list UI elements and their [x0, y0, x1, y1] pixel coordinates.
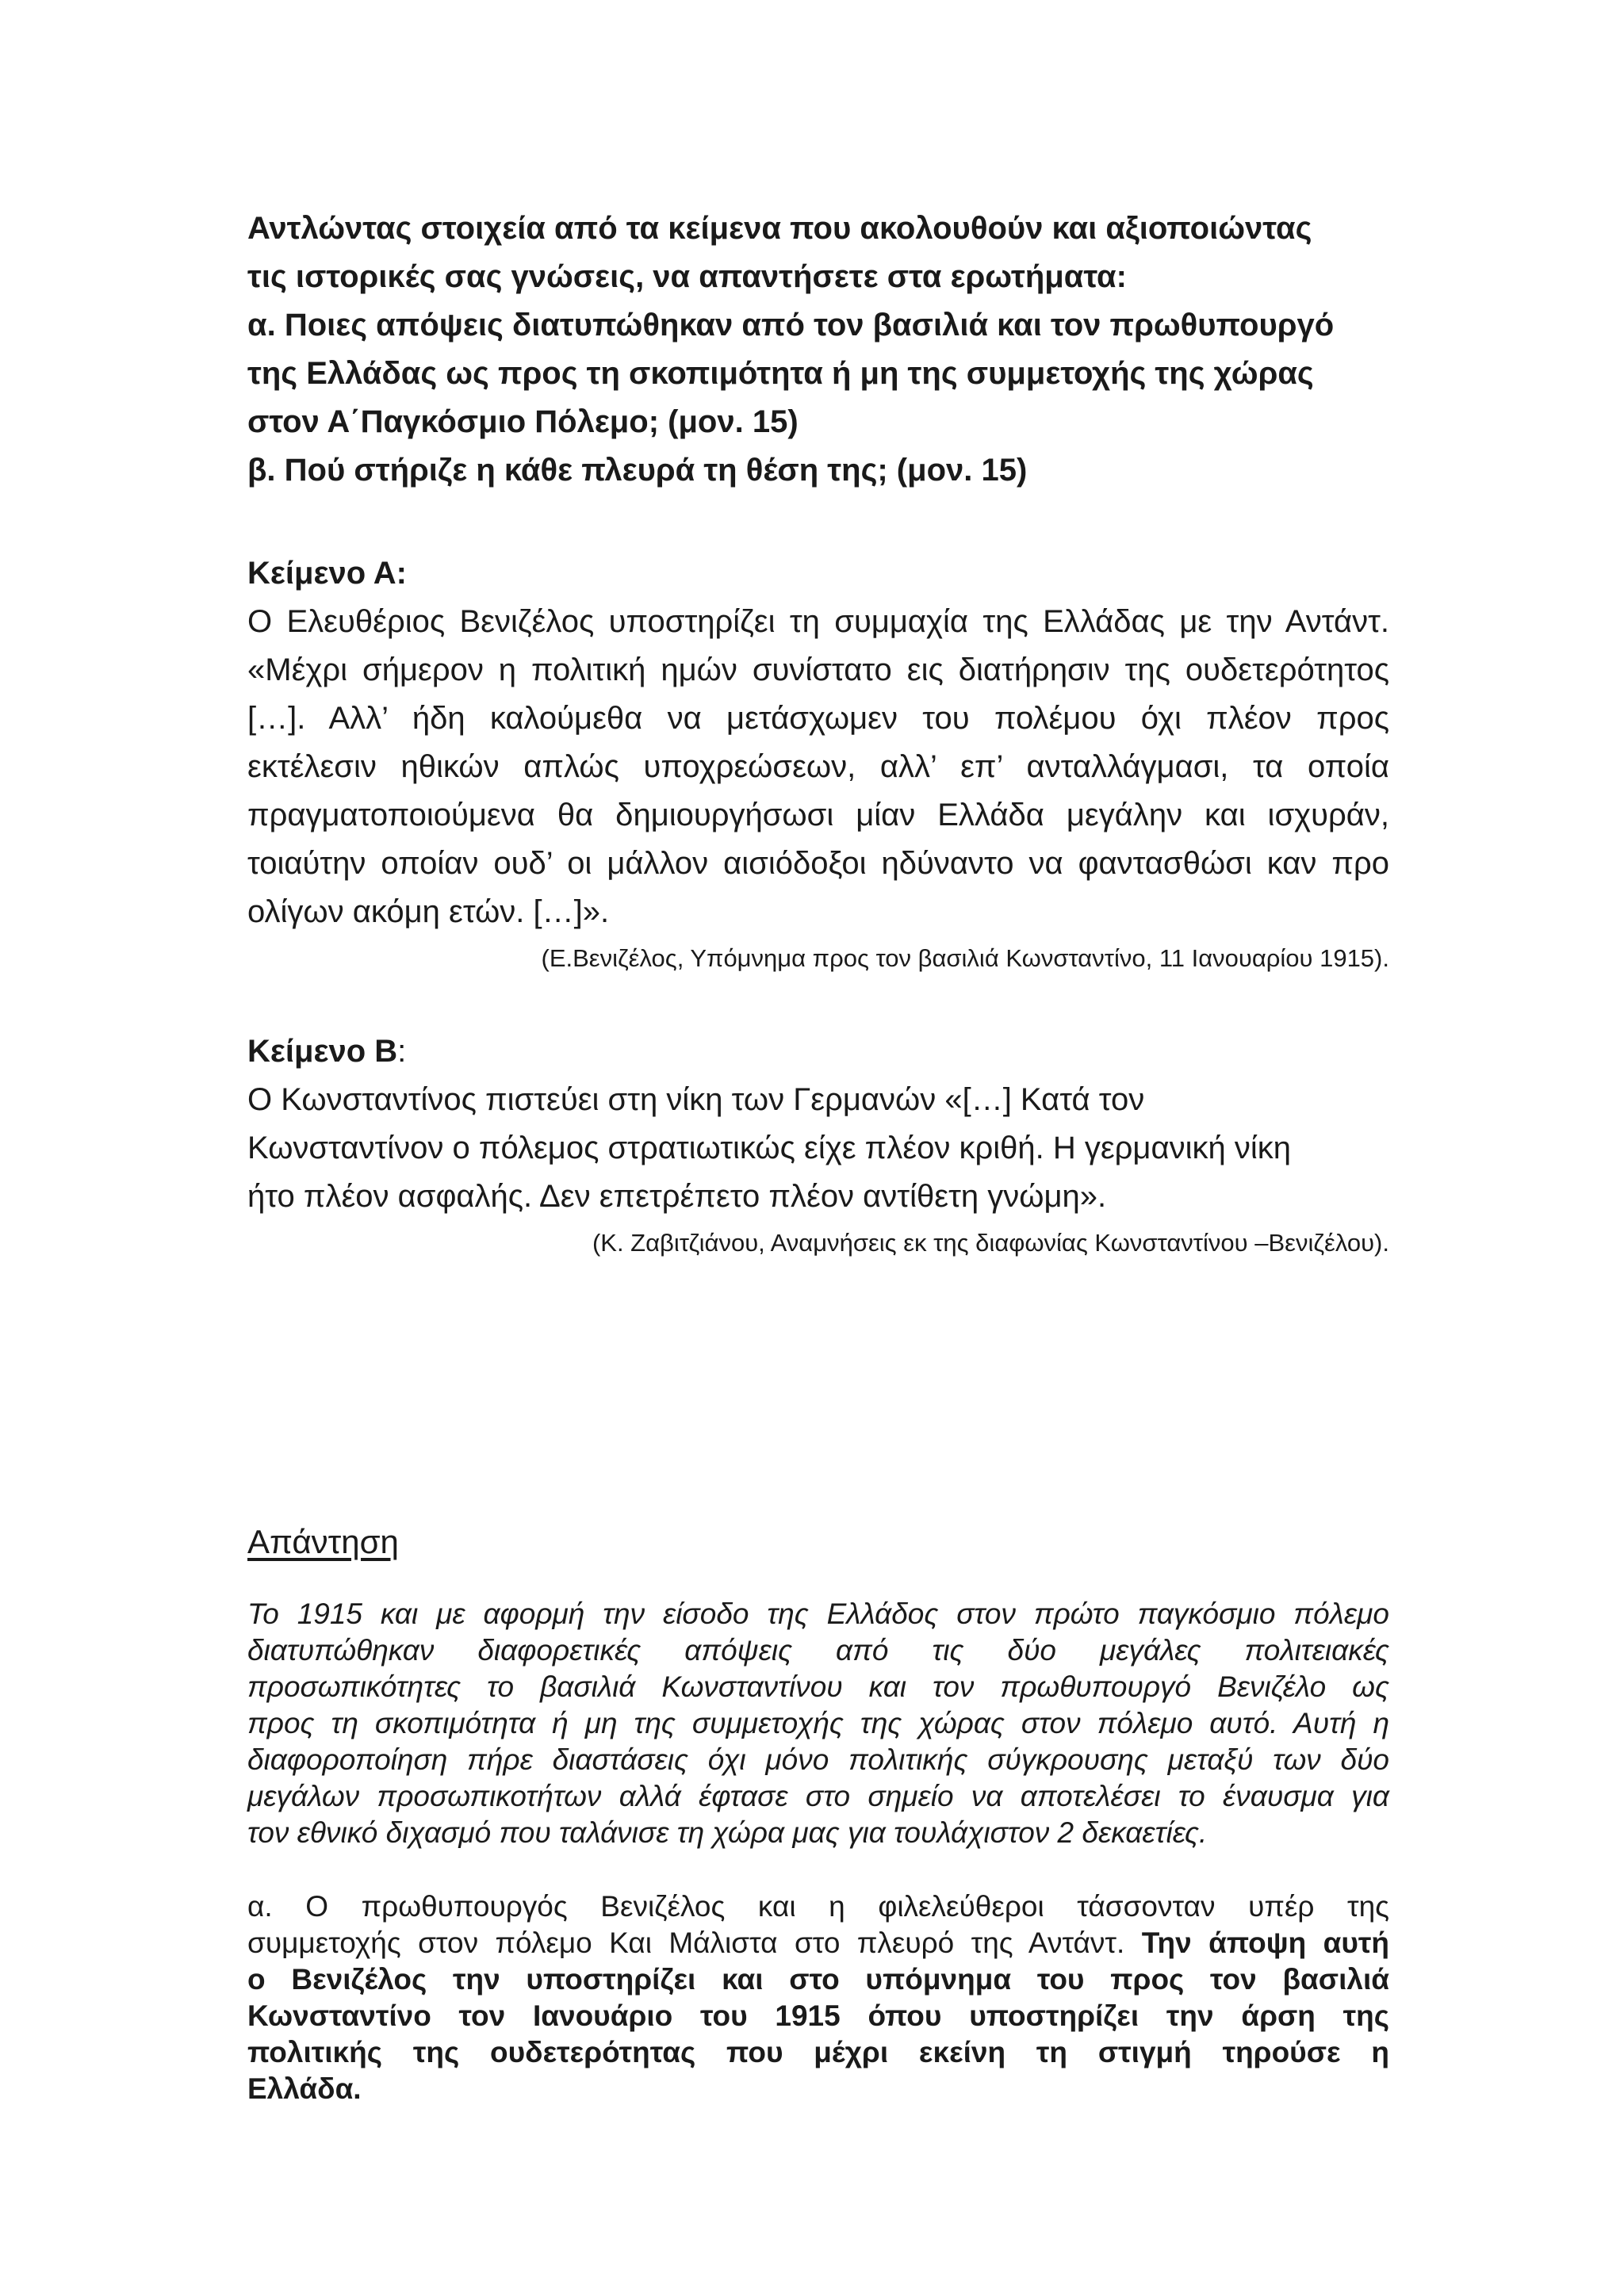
answer-part-a: [247, 1888, 1389, 2107]
answer-a-line: Κωνσταντίνο τον Ιανουάριο του 1915 όπου υποστηρίζει την άρση της: [247, 1999, 1389, 2032]
answer-intro-line: διατυπώθηκαν διαφορετικές απόψεις από τις δύο μεγάλες πολιτειακές: [247, 1634, 1389, 1667]
instruction-line: τις ιστορικές σας γνώσεις, να απαντήσετε στα ερωτήματα:: [247, 259, 1127, 294]
answer-a-line: συμμετοχής στον πόλεμο Και Μάλιστα στο πλευρό της Αντάντ. Την άποψη αυτή: [247, 1927, 1389, 1959]
source-a-line: τοιαύτην οποίαν ουδ’ οι μάλλον αισιόδοξοι ηδύναντο να φαντασθώσι καν προ: [247, 846, 1389, 881]
source-text-b: [247, 1027, 1389, 1261]
source-a-body: [247, 598, 1389, 936]
answer-intro-line: Το 1915 και με αφορμή την είσοδο της Ελλάδος στον πρώτο παγκόσμιο πόλεμο: [247, 1598, 1389, 1630]
answer-a-line: α. Ο πρωθυπουργός Βενιζέλος και η φιλελεύθεροι τάσσονταν υπέρ της: [247, 1890, 1389, 1923]
source-b-line: Ο Κωνσταντίνος πιστεύει στη νίκη των Γερμανών «[…] Κατά τον: [247, 1082, 1145, 1117]
source-a-line: «Μέχρι σήμερον η πολιτική ημών συνίστατο εις διατήρησιν της ουδετερότητος: [247, 652, 1389, 687]
answer-a-line: ο Βενιζέλος την υποστηρίζει και στο υπόμνημα του προς τον βασιλιά: [247, 1963, 1389, 1996]
question-a: στον Α΄Παγκόσμιο Πόλεμο; (μον. 15): [247, 404, 799, 439]
source-b-citation: (Κ. Ζαβιτζιάνου, Αναμνήσεις εκ της διαφωνίας Κωνσταντίνου –Βενιζέλου).: [592, 1229, 1389, 1257]
source-b-heading: Κείμενο Β:: [247, 1034, 407, 1069]
source-text-a: [247, 549, 1389, 976]
answer-a-line: Ελλάδα.: [247, 2072, 362, 2105]
answer-intro-line: προς τη σκοπιμότητα ή μη της συμμετοχής της χώρας στον πόλεμο αυτό. Αυτή η: [247, 1707, 1389, 1739]
source-a-line: ολίγων ακόμη ετών. […]».: [247, 894, 610, 929]
answer-intro-line: τον εθνικό διχασμό που ταλάνισε τη χώρα μας για τουλάχιστον 2 δεκαετίες.: [247, 1816, 1208, 1849]
source-b-line: Κωνσταντίνον ο πόλεμος στρατιωτικώς είχε πλέον κριθή. Η γερμανική νίκη: [247, 1131, 1291, 1165]
question-a: της Ελλάδας ως προς τη σκοπιμότητα ή μη της συμμετοχής της χώρας: [247, 356, 1314, 391]
answer-a-line: πολιτικής της ουδετερότητας που μέχρι εκείνη τη στιγμή τηρούσε η: [247, 2036, 1389, 2068]
answer-intro: [247, 1596, 1389, 1851]
exam-instructions: [247, 205, 1389, 495]
source-b-body: [247, 1076, 1389, 1221]
answer-intro-line: διαφοροποίηση πήρε διαστάσεις όχι μόνο πολιτικής σύγκρουσης μεταξύ των δύο: [247, 1743, 1389, 1776]
answer-intro-line: μεγάλων προσωπικοτήτων αλλά έφτασε στο σημείο να αποτελέσει το έναυσμα για: [247, 1780, 1389, 1812]
question-a: α. Ποιες απόψεις διατυπώθηκαν από τον βασιλιά και τον πρωθυπουργό: [247, 308, 1335, 342]
source-a-line: πραγματοποιούμενα θα δημιουργήσωσι μίαν Ελλάδα μεγάλην και ισχυράν,: [247, 798, 1389, 832]
source-a-line: εκτέλεσιν ηθικών απλώς υποχρεώσεων, αλλ’ επ’ ανταλλάγμασι, τα οποία: [247, 749, 1389, 784]
source-a-citation: (Ε.Βενιζέλος, Υπόμνημα προς τον βασιλιά Κωνσταντίνο, 11 Ιανουαρίου 1915).: [541, 944, 1389, 972]
instruction-line: Αντλώντας στοιχεία από τα κείμενα που ακολουθούν και αξιοποιώντας: [247, 211, 1312, 246]
question-b: β. Πού στήριζε η κάθε πλευρά τη θέση της; (μον. 15): [247, 453, 1028, 488]
source-a-line: Ο Ελευθέριος Βενιζέλος υποστηρίζει τη συμμαχία της Ελλάδας με την Αντάντ.: [247, 604, 1389, 639]
source-a-line: […]. Αλλ’ ήδη καλούμεθα να μετάσχωμεν του πολέμου όχι πλέον προς: [247, 701, 1389, 736]
answer-intro-line: προσωπικότητες το βασιλιά Κωνσταντίνου και τον πρωθυπουργό Βενιζέλο ως: [247, 1670, 1389, 1703]
answer-title: Απάντηση: [247, 1523, 399, 1560]
source-a-heading: Κείμενο Α:: [247, 556, 407, 591]
source-b-line: ήτο πλέον ασφαλής. Δεν επετρέπετο πλέον αντίθετη γνώμη».: [247, 1179, 1107, 1214]
